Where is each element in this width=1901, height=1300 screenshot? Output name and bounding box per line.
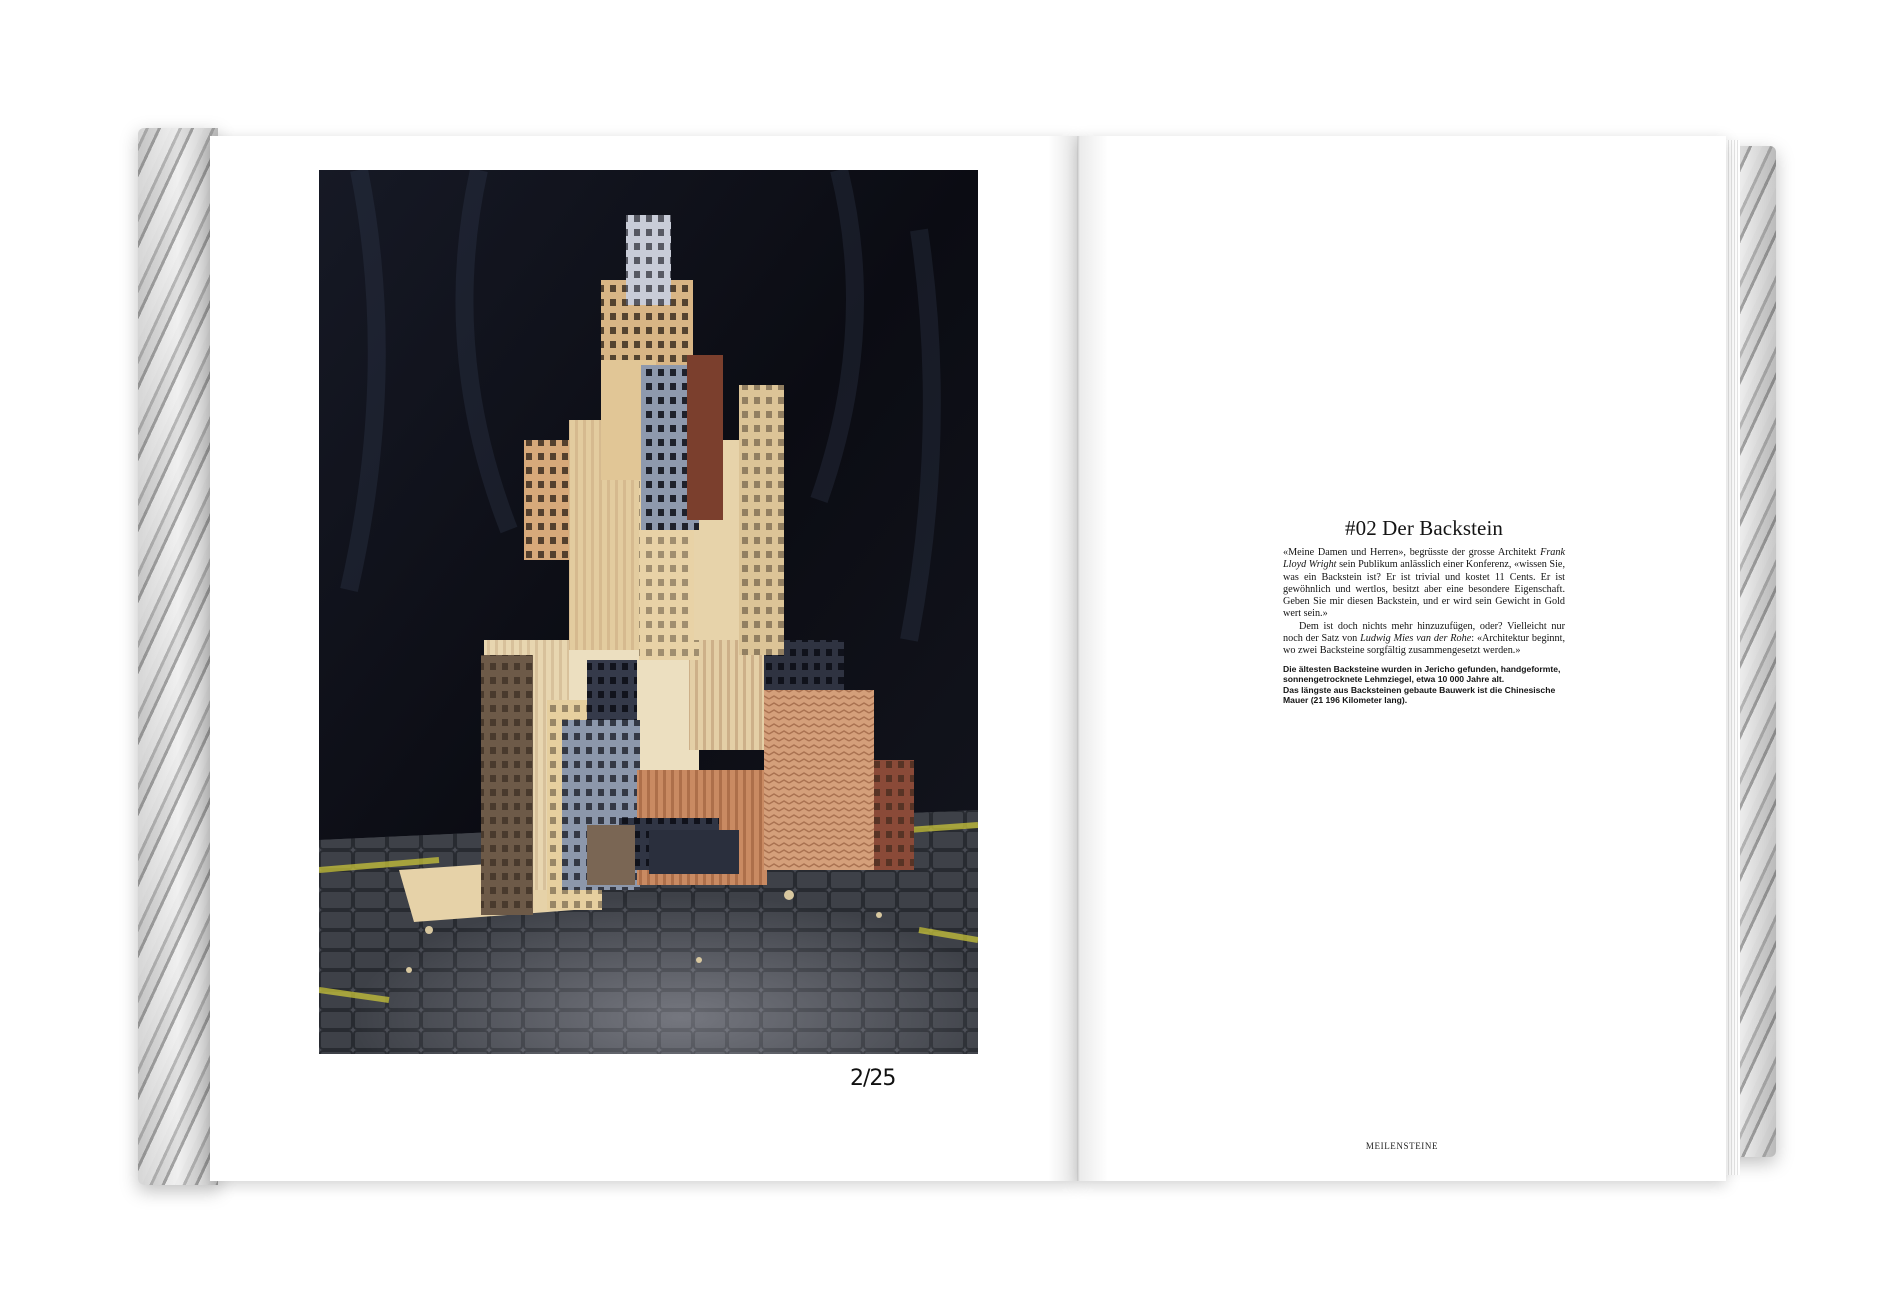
note-line-2: Das längste aus Backsteinen gebaute Bauwerk ist die Chinesische Mauer (21 196 Kilometer lang). <box>1283 684 1556 706</box>
article-paragraph-2 <box>1283 621 1565 658</box>
right-page <box>1078 136 1726 1181</box>
paragraph-2-name: Ludwig Mies van der Rohe <box>1360 633 1472 645</box>
bricks-tower-photo <box>319 170 978 1054</box>
paragraph-1-text-a: «Meine Damen und Herren», begrüsste der grosse Architekt <box>1283 547 1541 558</box>
open-book <box>138 128 1776 1185</box>
article-heading: #02 Der Backstein <box>1345 516 1503 540</box>
page-footer: MEILENSTEINE <box>1365 1141 1439 1151</box>
left-page <box>210 136 1078 1181</box>
photo-illustration <box>319 170 978 1054</box>
page-number: 2/25 <box>850 1066 896 1091</box>
page-edges <box>1726 140 1740 1175</box>
note-line-1: Die ältesten Backsteine wurden in Jericho gefunden, handgeformte, sonnengetrocknete Lehmziegel, etwa 10 000 Jahre alt. <box>1283 663 1561 685</box>
article-paragraph-1 <box>1283 547 1565 621</box>
paragraph-1-text-b: sein Publikum anlässlich einer Konferenz, «wissen Sie, was ein Backstein ist? Er ist trivial und kostet 11 Cents. Er ist gewöhnlich und wertlos, besitzt aber eine besondere Eigenschaft. Geben Sie mir diesen Backstein, und er wird sein Gewicht in Gold wert sein.» <box>1283 559 1565 620</box>
paragraph-1-name: Frank Lloyd Wright <box>1283 547 1565 571</box>
paragraph-2-text-a: Dem ist doch nichts mehr hinzuzufügen, oder? Vielleicht nur noch der Satz von <box>1283 620 1565 645</box>
article-note <box>1283 664 1565 706</box>
book-cover-left <box>138 128 218 1185</box>
paragraph-2-text-b: : «Architektur beginnt, wo zwei Backsteine sorgfältig zusammengesetzt werden.» <box>1283 633 1565 657</box>
article <box>1283 516 1565 706</box>
